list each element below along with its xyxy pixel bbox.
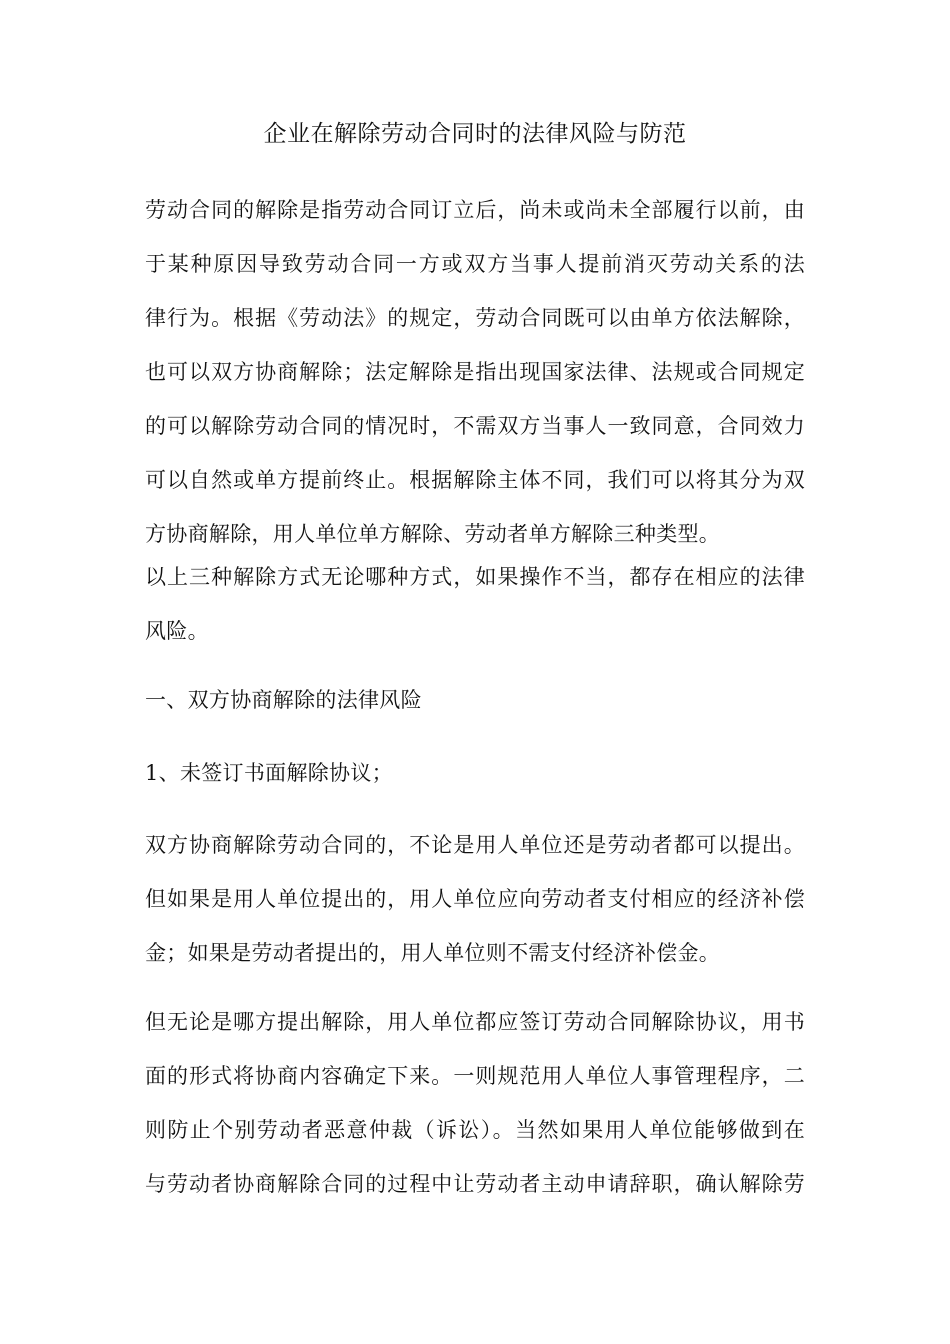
paragraph-line: 的可以解除劳动合同的情况时，不需双方当事人一致同意，合同效力	[145, 414, 805, 438]
paragraph-line: 风险。	[145, 619, 209, 643]
paragraph-line: 双方协商解除劳动合同的，不论是用人单位还是劳动者都可以提出。	[145, 833, 805, 857]
paragraph-line: 以上三种解除方式无论哪种方式，如果操作不当，都存在相应的法律	[145, 565, 805, 589]
paragraph-line: 面的形式将协商内容确定下来。一则规范用人单位人事管理程序，二	[145, 1064, 805, 1088]
paragraph-line: 但无论是哪方提出解除，用人单位都应签订劳动合同解除协议，用书	[145, 1010, 805, 1034]
paragraph-line: 于某种原因导致劳动合同一方或双方当事人提前消灭劳动关系的法	[145, 252, 805, 276]
paragraph-line: 但如果是用人单位提出的，用人单位应向劳动者支付相应的经济补偿	[145, 887, 805, 911]
paragraph-line: 劳动合同的解除是指劳动合同订立后，尚未或尚未全部履行以前，由	[145, 198, 805, 222]
paragraph-written-agreement	[145, 995, 805, 1211]
paragraph-line: 方协商解除，用人单位单方解除、劳动者单方解除三种类型。	[145, 522, 721, 546]
paragraph-negotiated-termination	[145, 818, 805, 980]
paragraph-line: 可以自然或单方提前终止。根据解除主体不同，我们可以将其分为双	[145, 468, 805, 492]
paragraph-line: 与劳动者协商解除合同的过程中让劳动者主动申请辞职，确认解除劳	[145, 1172, 805, 1196]
document-title: 企业在解除劳动合同时的法律风险与防范	[263, 121, 687, 147]
paragraph-line: 1、未签订书面解除协议；	[145, 761, 393, 785]
paragraph-line: 金；如果是劳动者提出的，用人单位则不需支付经济补偿金。	[145, 941, 721, 965]
paragraph-line: 也可以双方协商解除；法定解除是指出现国家法律、法规或合同规定	[145, 360, 805, 384]
paragraph-line: 律行为。根据《劳动法》的规定，劳动合同既可以由单方依法解除，	[145, 306, 805, 330]
paragraph-risk-summary	[145, 550, 805, 658]
subsection-heading	[145, 746, 805, 800]
paragraph-definition	[145, 183, 805, 561]
section-heading	[145, 673, 805, 727]
paragraph-line: 则防止个别劳动者恶意仲裁（诉讼）。当然如果用人单位能够做到在	[145, 1118, 805, 1142]
paragraph-line: 一、双方协商解除的法律风险	[145, 688, 422, 712]
